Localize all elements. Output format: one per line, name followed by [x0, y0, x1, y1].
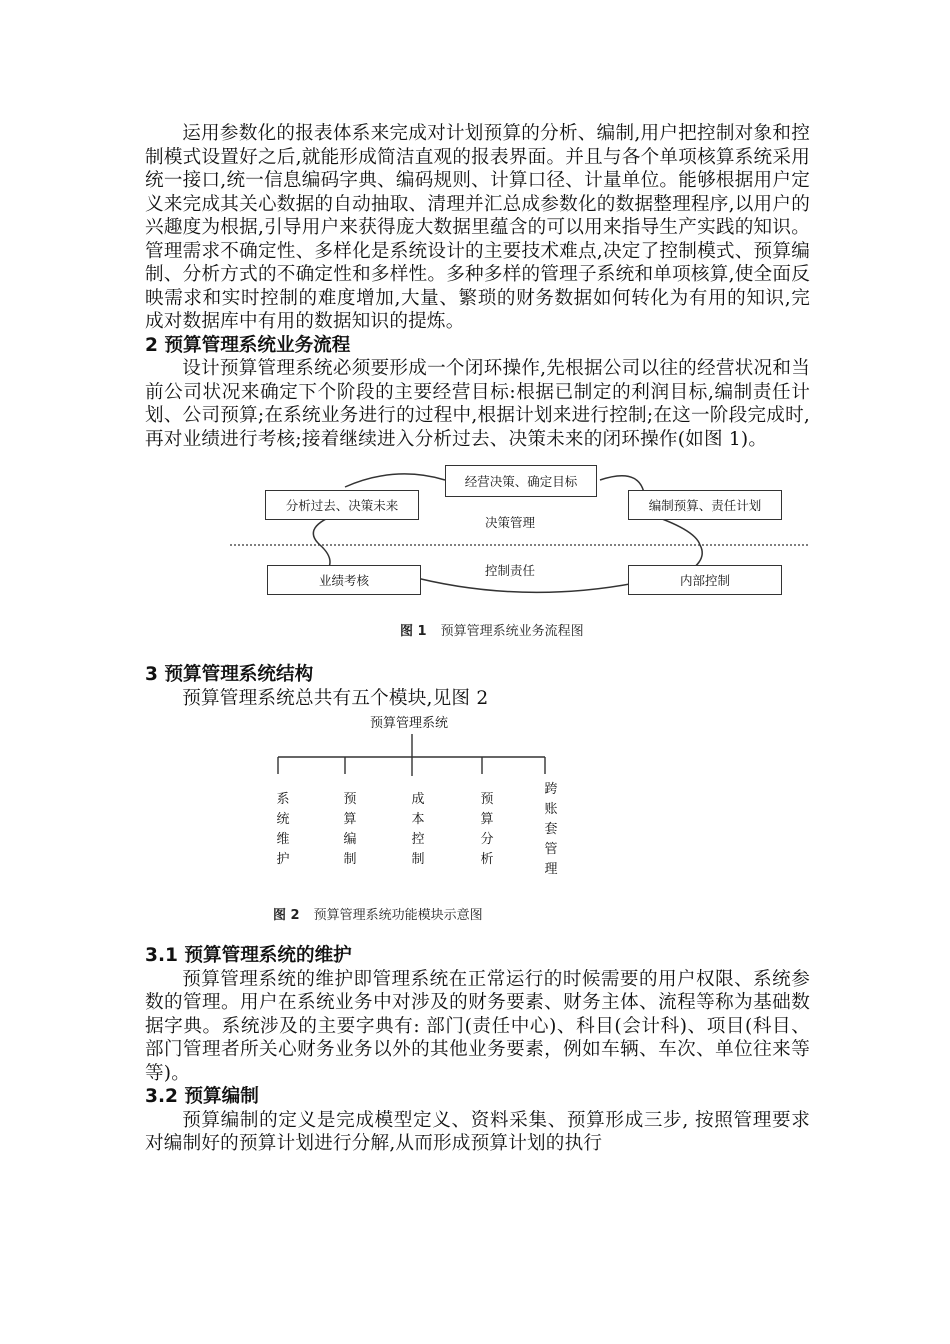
- section-heading-3-2: 3.2 预算编制: [145, 1086, 259, 1107]
- figure-1-workflow: [145, 465, 810, 655]
- flow-label-control-responsibility: 控制责任: [485, 563, 536, 578]
- paragraph-maintenance: 预算管理系统的维护即管理系统在正常运行的时候需要的用户权限、系统参数的管理。用户在系统业务中对涉及的财务要素、财务主体、流程等称为基础数据字典。系统涉及的主要字典有: 部门(责任中心)、科目(会计科)、项目(科目、部门管理者所关心财务业务以外的其他业务要素，例如车辆、车次、单位往来等等)。: [145, 968, 810, 1084]
- section-heading-2: 2 预算管理系统业务流程: [145, 334, 351, 356]
- paragraph-closed-loop: 设计预算管理系统必须要形成一个闭环操作,先根据公司以往的经营状况和当前公司状况来确定下个阶段的主要经营目标:根据已制定的利润目标,编制责任计划、公司预算;在系统业务进行的过程中,根据计划来进行控制;在这一阶段完成时,再对业绩进行考核;接着继续进入分析过去、决策未来的闭环操作(如图 1)。: [145, 358, 810, 450]
- module-cost-control: 成本控制: [411, 792, 425, 867]
- section-heading-3-1: 3.1 预算管理系统的维护: [145, 945, 352, 966]
- flow-box-compile-budget: 编制预算、责任计划: [628, 490, 782, 520]
- paragraph-parametric-reports: 运用参数化的报表体系来完成对计划预算的分析、编制,用户把控制对象和控制模式设置好之后,就能形成简洁直观的报表界面。并且与各个单项核算系统采用统一接口,统一信息编码字典、编码规则、计算口径、计量单位。能够根据用户定义来完成其关心数据的自动抽取、清理并汇总成参数化的数据整理程序,以用户的兴趣度为根据,引导用户来获得庞大数据里蕴含的可以用来指导生产实践的知识。管理需求不确定性、多样化是系统设计的主要技术难点,决定了控制模式、预算编制、分析方式的不确定性和多样性。多种多样的管理子系统和单项核算,使全面反映需求和实时控制的难度增加,大量、繁琐的财务数据如何转化为有用的知识,完成对数据库中有用的数据知识的提炼。: [145, 123, 810, 332]
- flow-label-decision-management: 决策管理: [485, 515, 536, 530]
- flow-box-performance-review: 业绩考核: [267, 565, 421, 595]
- section-heading-3: 3 预算管理系统结构: [145, 664, 314, 685]
- document-page: [145, 122, 810, 1156]
- figure-2-modules: [145, 712, 810, 934]
- figure-2-caption: [273, 904, 483, 923]
- figure-1-caption-text: 预算管理系统业务流程图: [440, 624, 584, 639]
- figure-1-caption-number: 图 1: [400, 624, 427, 639]
- figure-2-caption-text: 预算管理系统功能模块示意图: [313, 908, 483, 923]
- flow-box-analyze-past: 分析过去、决策未来: [265, 490, 419, 520]
- module-budget-compilation: 预算编制: [343, 792, 357, 867]
- paragraph-five-modules: 预算管理系统总共有五个模块,见图 2: [182, 687, 489, 709]
- figure-1-caption: [400, 620, 584, 639]
- module-tree-root: 预算管理系统: [370, 716, 449, 731]
- figure-2-tree-lines: [145, 712, 810, 802]
- flow-box-internal-control: 内部控制: [628, 565, 782, 595]
- paragraph-budget-compilation: 预算编制的定义是完成模型定义、资料采集、预算形成三步, 按照管理要求对编制好的预算计划进行分解,从而形成预算计划的执行: [145, 1109, 810, 1154]
- flow-box-decision-goal: 经营决策、确定目标: [445, 465, 597, 497]
- module-system-maintenance: 系统维护: [276, 792, 290, 867]
- module-budget-analysis: 预算分析: [480, 792, 494, 867]
- figure-2-caption-number: 图 2: [273, 908, 300, 923]
- module-cross-ledger: 跨账套管理: [544, 782, 558, 877]
